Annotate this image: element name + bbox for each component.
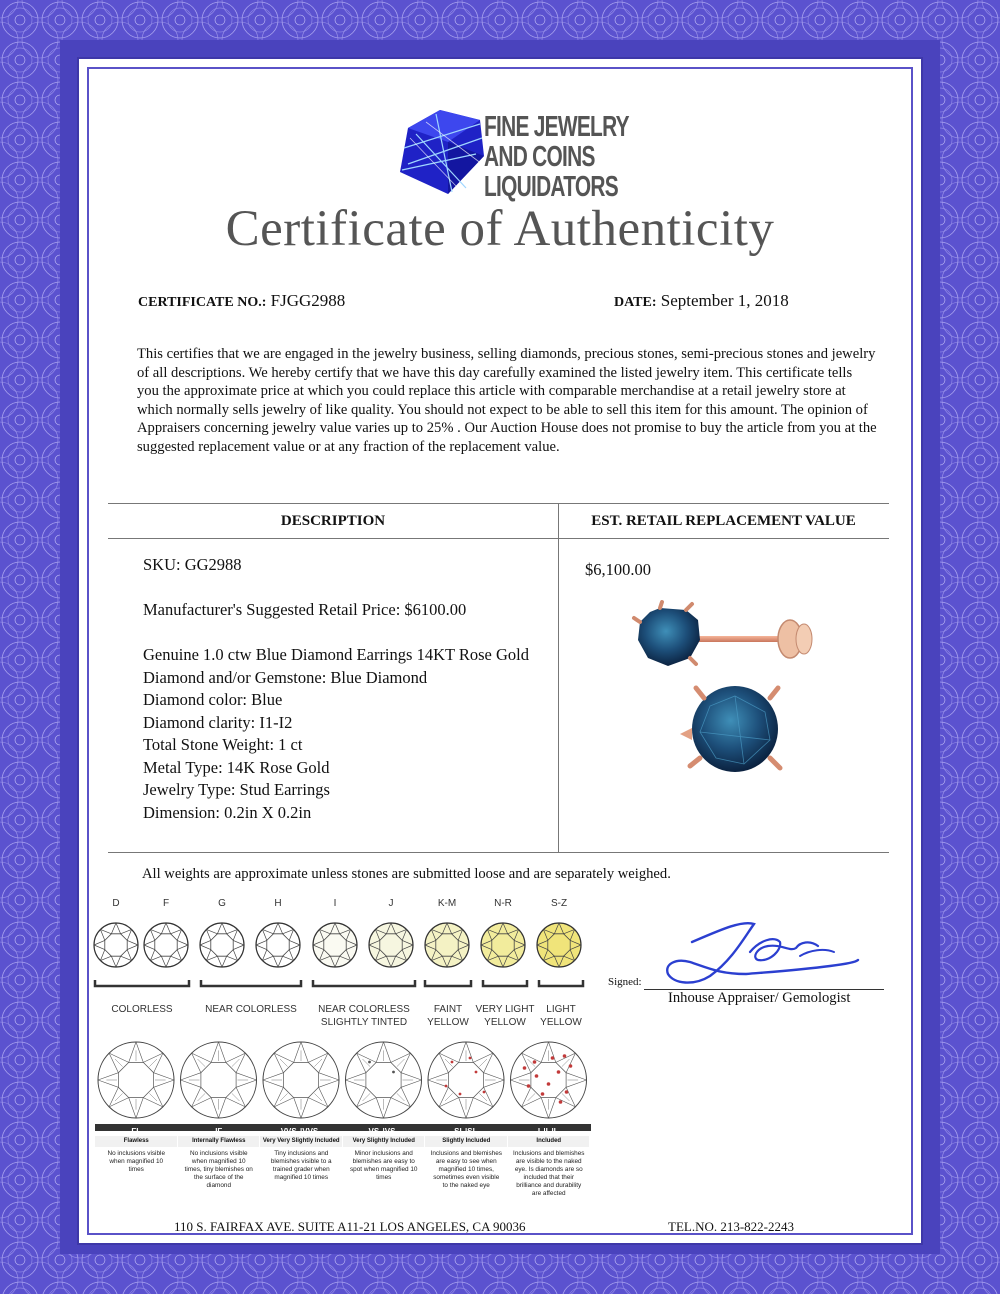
clarity-description-line: times, tiny blemishes on xyxy=(184,1166,253,1173)
clarity-code: VS₁|VS₂ xyxy=(368,1127,399,1136)
clarity-grade-name: Very Very Slightly Included xyxy=(262,1138,340,1144)
color-grade-letter: J xyxy=(388,898,394,909)
item-details xyxy=(143,644,529,824)
color-category-label xyxy=(191,1004,311,1017)
clarity-description-line: Inclusions and blemishes xyxy=(513,1150,585,1157)
clarity-grade-name: Flawless xyxy=(123,1138,149,1144)
clarity-diamond-icon xyxy=(428,1042,504,1118)
clarity-code: VVS₁|VVS₂ xyxy=(280,1127,322,1136)
inclusion-mark xyxy=(451,1061,454,1064)
color-category-line: FAINT xyxy=(433,1004,463,1015)
clarity-diamond-icon xyxy=(263,1042,339,1118)
clarity-description-line: to the naked eye xyxy=(442,1182,490,1189)
clarity-diamond-icon xyxy=(511,1042,587,1118)
color-grade-letter: D xyxy=(112,898,120,909)
inclusion-mark xyxy=(527,1084,531,1088)
color-grade-letter: H xyxy=(274,898,282,909)
inclusion-mark xyxy=(547,1082,551,1086)
color-diamond-icon xyxy=(200,923,244,967)
color-category-label xyxy=(82,1004,202,1017)
clarity-description xyxy=(178,1150,261,1190)
clarity-description xyxy=(425,1150,508,1190)
clarity-description-line: times xyxy=(128,1166,144,1173)
clarity-diamond-icon xyxy=(98,1042,174,1118)
clarity-description-line: the surface of the xyxy=(194,1174,244,1181)
clarity-grade-name: Slightly Included xyxy=(442,1138,491,1144)
clarity-description-line: magnified 10 times, xyxy=(438,1166,494,1173)
detail-line: Dimension: 0.2in X 0.2in xyxy=(143,802,312,822)
color-grade-letter: G xyxy=(218,898,226,909)
clarity-description-line: Minor inclusions and xyxy=(354,1150,413,1157)
clarity-description-line: magnified 10 times xyxy=(274,1174,329,1181)
detail-line: Diamond and/or Gemstone: Blue Diamond xyxy=(143,667,428,687)
color-category-line: COLORLESS xyxy=(111,1004,173,1015)
detail-line: Diamond clarity: I1-I2 xyxy=(143,712,293,732)
footer-address: 110 S. FAIRFAX AVE. SUITE A11-21 LOS ANGELES, CA 90036 xyxy=(174,1219,526,1234)
certificate-number: FJGG2988 xyxy=(270,291,346,310)
clarity-grade-name: Included xyxy=(536,1138,562,1144)
color-group-bracket xyxy=(483,980,527,986)
color-group-bracket xyxy=(95,980,189,986)
color-grade-letter: I xyxy=(333,898,337,909)
clarity-description-line: No inclusions visible xyxy=(189,1150,248,1157)
clarity-code: IF xyxy=(215,1127,223,1136)
sku: SKU: GG2988 xyxy=(143,555,242,574)
inclusion-mark xyxy=(523,1066,527,1070)
clarity-code: SI₁|SI₂ xyxy=(454,1127,479,1136)
clarity-grade-name: Very Slightly Included xyxy=(352,1138,415,1144)
appraiser-title: Inhouse Appraiser/ Gemologist xyxy=(668,990,851,1006)
certificate-date: September 1, 2018 xyxy=(660,291,789,310)
detail-line: Jewelry Type: Stud Earrings xyxy=(143,780,330,799)
color-category-line: LIGHT xyxy=(546,1004,576,1015)
diamond-color-scale xyxy=(93,898,593,1043)
clarity-grade-name: Internally Flawless xyxy=(192,1138,246,1144)
inclusion-mark xyxy=(541,1092,545,1096)
color-category-line: YELLOW xyxy=(484,1016,526,1028)
color-grade-letter: N-R xyxy=(494,898,512,909)
handwritten-signature xyxy=(650,912,860,992)
color-grade-letter: S-Z xyxy=(550,898,568,909)
description-header: DESCRIPTION xyxy=(280,513,386,529)
clarity-description-line: when magnified 10 xyxy=(109,1158,164,1165)
detail-line: Diamond color: Blue xyxy=(143,690,283,709)
color-category-line: YELLOW xyxy=(540,1016,582,1028)
inclusion-mark xyxy=(483,1091,486,1094)
inclusion-mark xyxy=(475,1071,478,1074)
detail-line: Metal Type: 14K Rose Gold xyxy=(143,757,330,777)
footer-phone: TEL.NO. 213-822-2243 xyxy=(668,1219,795,1234)
color-category-line: YELLOW xyxy=(427,1016,469,1028)
clarity-diamond-icon xyxy=(181,1042,257,1118)
inclusion-mark xyxy=(559,1100,563,1104)
msrp: Manufacturer's Suggested Retail Price: $6100.00 xyxy=(143,600,467,619)
color-grade-letter: F xyxy=(162,898,170,909)
clarity-description-line: Tiny inclusions and xyxy=(274,1150,329,1157)
inclusion-mark xyxy=(533,1060,537,1064)
date-label: DATE: xyxy=(614,295,657,310)
certificate-number-row xyxy=(138,291,345,311)
color-group-bracket xyxy=(539,980,583,986)
signed-label: Signed: xyxy=(608,976,642,988)
color-category-label xyxy=(501,1004,621,1029)
table-header-rule xyxy=(108,538,889,539)
clarity-code: FL xyxy=(131,1127,142,1136)
inclusion-mark xyxy=(563,1054,567,1058)
clarity-description-line: trained grader when xyxy=(272,1166,330,1173)
inclusion-mark xyxy=(469,1057,472,1060)
clarity-description xyxy=(343,1150,426,1182)
color-group-bracket xyxy=(313,980,415,986)
inclusion-mark xyxy=(368,1061,371,1064)
company-logo-text xyxy=(484,112,629,202)
clarity-description-line: diamond xyxy=(206,1182,231,1189)
clarity-description-line: No inclusions visible xyxy=(107,1150,166,1157)
color-group-bracket xyxy=(201,980,301,986)
color-diamond-icon xyxy=(481,923,525,967)
color-diamond-icon xyxy=(537,923,581,967)
clarity-diamonds-graphic xyxy=(93,1034,593,1126)
clarity-description xyxy=(260,1150,343,1182)
color-category-line: NEAR COLORLESS xyxy=(205,1004,297,1015)
logo-line: AND COINS xyxy=(484,141,595,173)
clarity-description-line: are affected xyxy=(531,1190,566,1197)
inclusion-mark xyxy=(392,1071,395,1074)
color-group-bracket xyxy=(425,980,471,986)
logo-line: LIQUIDATORS xyxy=(484,171,618,203)
inclusion-mark xyxy=(551,1056,555,1060)
color-diamond-icon xyxy=(313,923,357,967)
clarity-description-line: blemishes are easy to xyxy=(352,1158,415,1165)
clarity-diamond-icon xyxy=(346,1042,422,1118)
clarity-description-line: eye. Is diamonds are so xyxy=(514,1166,583,1173)
clarity-description-line: times xyxy=(376,1174,392,1181)
clarity-description-line: are easy to see when xyxy=(435,1158,497,1165)
inclusion-mark xyxy=(535,1074,539,1078)
logo-line: FINE JEWELRY xyxy=(484,111,629,143)
color-diamond-icon xyxy=(144,923,188,967)
clarity-description-line: Inclusions and blemishes xyxy=(430,1150,502,1157)
inclusion-mark xyxy=(445,1085,448,1088)
clarity-description-line: when magnified 10 xyxy=(191,1158,246,1165)
clarity-description-line: brilliance and durability xyxy=(516,1182,582,1189)
color-diamond-icon xyxy=(369,923,413,967)
clarity-code: I₁|I₂|I₃ xyxy=(537,1127,560,1136)
clarity-description-line: spot when magnified 10 xyxy=(349,1166,418,1173)
color-diamond-icon xyxy=(94,923,138,967)
clarity-description xyxy=(95,1150,178,1174)
color-category-line: NEAR COLORLESS xyxy=(318,1004,410,1015)
clarity-description xyxy=(508,1150,591,1198)
inclusion-mark xyxy=(459,1093,462,1096)
certificate-number-label: CERTIFICATE NO.: xyxy=(138,295,267,310)
weights-note: All weights are approximate unless stones are submitted loose and are separately weighed. xyxy=(142,866,671,882)
replacement-value: $6,100.00 xyxy=(585,560,651,579)
clarity-description-line: blemishes visible to a xyxy=(270,1158,332,1165)
detail-line: Total Stone Weight: 1 ct xyxy=(143,735,303,754)
color-diamonds-graphic xyxy=(93,898,593,998)
detail-line: Genuine 1.0 ctw Blue Diamond Earrings 14KT Rose Gold xyxy=(143,645,530,664)
color-category-line: VERY LIGHT xyxy=(475,1004,535,1015)
clarity-description-line: are visible to the naked xyxy=(515,1158,582,1165)
clarity-description-line: included that their xyxy=(523,1174,574,1181)
color-grade-letter: K-M xyxy=(437,898,457,909)
color-diamond-icon xyxy=(425,923,469,967)
diamond-clarity-scale xyxy=(93,1034,593,1214)
color-category-line: SLIGHTLY TINTED xyxy=(320,1016,408,1028)
certification-statement: This certifies that we are engaged in the jewelry business, selling diamonds, precious stones, semi-precious stones and jewelry of all descriptions. We hereby certify that we have this day carefully examined the listed jewelry item. This certificate tells you the approximate price at which you could replace this article with comparable merchandise at a retail jewelry store at which normally sells jewelry of like quality. You should not expect to be able to sell this item for this amount. The opinion of Appraisers concerning jewelry value varies up to 25% . Our Auction House does not promise to buy the article from you at the suggested replacement value or at any fraction of the replacement value. xyxy=(137,346,877,455)
clarity-description-line: sometimes even visible xyxy=(433,1174,500,1181)
replacement-value-header: EST. RETAIL REPLACEMENT VALUE xyxy=(591,513,856,529)
table-divider xyxy=(558,504,559,852)
color-diamond-icon xyxy=(256,923,300,967)
earring-product-image xyxy=(620,600,850,780)
certificate-title: Certificate of Authenticity xyxy=(225,201,775,257)
date-row xyxy=(614,291,789,311)
inclusion-mark xyxy=(557,1070,561,1074)
inclusion-mark xyxy=(565,1090,569,1094)
inclusion-mark xyxy=(569,1064,573,1068)
